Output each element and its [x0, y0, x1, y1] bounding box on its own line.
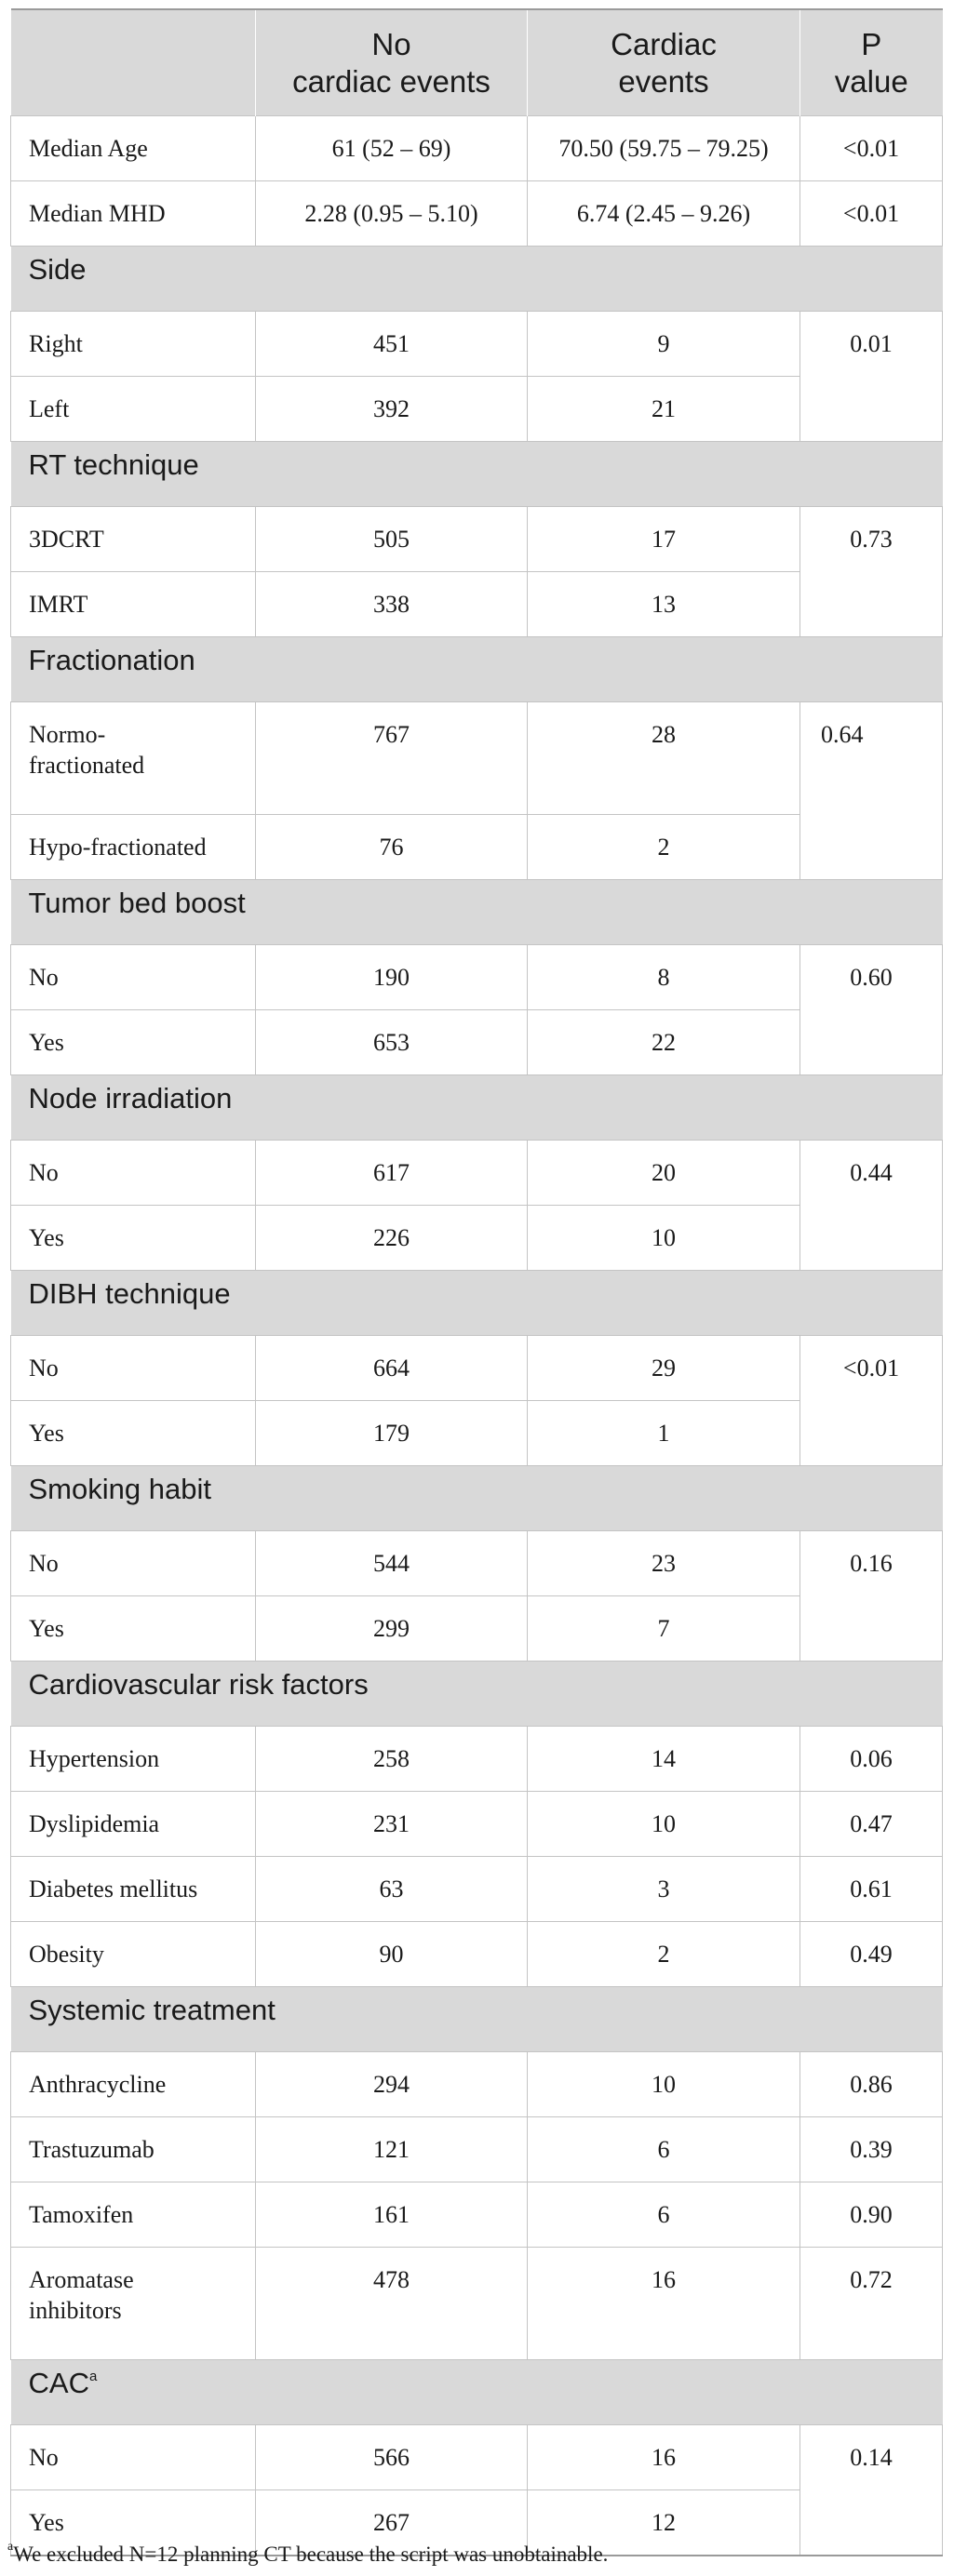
table-row: [11, 945, 943, 1010]
cell-events: 28: [528, 702, 800, 815]
cell-p-value: 0.44: [800, 1141, 943, 1271]
row-label: Yes: [11, 1401, 256, 1466]
row-label: Yes: [11, 1206, 256, 1271]
row-label-line: inhibitors: [29, 2297, 122, 2324]
row-label: No: [11, 945, 256, 1010]
row-label: Dyslipidemia: [11, 1792, 256, 1857]
cell-p-value: 0.16: [800, 1531, 943, 1662]
header-row: [11, 9, 943, 116]
cell-no-events: 267: [256, 2490, 528, 2556]
cell-events: 21: [528, 377, 800, 442]
row-label: Hypertension: [11, 1727, 256, 1792]
section-header-cac: [11, 2360, 943, 2425]
row-label: No: [11, 2425, 256, 2490]
cell-no-events: 121: [256, 2117, 528, 2182]
row-label: No: [11, 1141, 256, 1206]
section-header-fractionation: [11, 637, 943, 702]
header-text: No: [371, 26, 411, 61]
row-label: [11, 2248, 256, 2360]
cell-events: 2: [528, 815, 800, 880]
table-row: [11, 1792, 943, 1857]
cell-no-events: 90: [256, 1922, 528, 1987]
cell-events: 3: [528, 1857, 800, 1922]
cell-events: 9: [528, 312, 800, 377]
cell-p-value: 0.01: [800, 312, 943, 442]
table-row: [11, 2425, 943, 2490]
section-title: Systemic treatment: [11, 1987, 943, 2052]
cell-events: 2: [528, 1922, 800, 1987]
table-footnote: [7, 2540, 609, 2567]
cell-events: 16: [528, 2425, 800, 2490]
row-label-line: Aromatase: [29, 2266, 134, 2293]
cell-no-events: 258: [256, 1727, 528, 1792]
section-header-cardiovascular-risk-factors: [11, 1662, 943, 1727]
table-row: [11, 2052, 943, 2117]
table-row: [11, 1857, 943, 1922]
cell-p-value: 0.72: [800, 2248, 943, 2360]
row-label: Anthracycline: [11, 2052, 256, 2117]
table-row: [11, 2182, 943, 2248]
section-header-tumor-bed-boost: [11, 880, 943, 945]
row-label: Tamoxifen: [11, 2182, 256, 2248]
table-row: [11, 1141, 943, 1206]
section-title: Node irradiation: [11, 1075, 943, 1141]
row-label: Diabetes mellitus: [11, 1857, 256, 1922]
header-text: P: [861, 26, 882, 61]
row-label: Obesity: [11, 1922, 256, 1987]
cell-no-events: 63: [256, 1857, 528, 1922]
cell-events: 22: [528, 1010, 800, 1075]
cell-events: 6: [528, 2182, 800, 2248]
cell-no-events: 392: [256, 377, 528, 442]
section-title: Cardiovascular risk factors: [11, 1662, 943, 1727]
cell-no-events: 544: [256, 1531, 528, 1596]
row-label-line: Normo-: [29, 721, 106, 748]
cell-p-value: 0.06: [800, 1727, 943, 1792]
table-row: [11, 2248, 943, 2360]
row-label: Yes: [11, 1596, 256, 1662]
row-label: No: [11, 1336, 256, 1401]
section-header-smoking-habit: [11, 1466, 943, 1531]
cell-no-events: 617: [256, 1141, 528, 1206]
header-no-cardiac-events: [256, 9, 528, 116]
cell-events: 12: [528, 2490, 800, 2556]
cell-p-value: 0.60: [800, 945, 943, 1075]
footnote-text: We excluded N=12 planning CT because the script was unobtainable.: [13, 2543, 609, 2566]
cell-no-events: 226: [256, 1206, 528, 1271]
cell-no-events: 231: [256, 1792, 528, 1857]
cell-events: 29: [528, 1336, 800, 1401]
header-text: cardiac events: [292, 63, 490, 99]
table-row: [11, 2117, 943, 2182]
cell-no-events: 76: [256, 815, 528, 880]
cell-no-events: 653: [256, 1010, 528, 1075]
cell-p-value: 0.64: [800, 702, 943, 880]
cardiac-events-table: [10, 8, 943, 2556]
cell-events: 8: [528, 945, 800, 1010]
cell-no-events: 478: [256, 2248, 528, 2360]
row-label: 3DCRT: [11, 507, 256, 572]
section-header-node-irradiation: [11, 1075, 943, 1141]
cell-events: 1: [528, 1401, 800, 1466]
cell-p-value: 0.14: [800, 2425, 943, 2556]
cell-no-events: 2.28 (0.95 – 5.10): [256, 181, 528, 247]
section-title: Fractionation: [11, 637, 943, 702]
row-label: [11, 702, 256, 815]
header-label: [11, 9, 256, 116]
cell-no-events: 767: [256, 702, 528, 815]
cell-events: 10: [528, 2052, 800, 2117]
cell-events: 23: [528, 1531, 800, 1596]
cell-p-value: <0.01: [800, 116, 943, 181]
section-header-side: [11, 247, 943, 312]
cell-p-value: <0.01: [800, 181, 943, 247]
row-label: Right: [11, 312, 256, 377]
table-row: [11, 181, 943, 247]
cell-no-events: 505: [256, 507, 528, 572]
row-label-line: fractionated: [29, 752, 145, 779]
footnote-marker: a: [88, 2368, 98, 2384]
cell-p-value: 0.61: [800, 1857, 943, 1922]
cell-no-events: 299: [256, 1596, 528, 1662]
section-header-rt-technique: [11, 442, 943, 507]
row-label: Yes: [11, 2490, 256, 2556]
cell-events: 70.50 (59.75 – 79.25): [528, 116, 800, 181]
section-title: RT technique: [11, 442, 943, 507]
cell-no-events: 664: [256, 1336, 528, 1401]
cell-events: 17: [528, 507, 800, 572]
footnote-marker: a: [7, 2540, 14, 2555]
cell-no-events: 190: [256, 945, 528, 1010]
cell-p-value: 0.49: [800, 1922, 943, 1987]
cell-p-value: 0.47: [800, 1792, 943, 1857]
row-label: Median Age: [11, 116, 256, 181]
cell-p-value: <0.01: [800, 1336, 943, 1466]
cell-no-events: 179: [256, 1401, 528, 1466]
cell-events: 10: [528, 1206, 800, 1271]
cell-p-value: 0.39: [800, 2117, 943, 2182]
row-label: No: [11, 1531, 256, 1596]
table-row: [11, 1336, 943, 1401]
cell-p-value: 0.90: [800, 2182, 943, 2248]
row-label: Hypo-fractionated: [11, 815, 256, 880]
cell-no-events: 61 (52 – 69): [256, 116, 528, 181]
table-row: [11, 312, 943, 377]
section-title: DIBH technique: [11, 1271, 943, 1336]
section-title: Smoking habit: [11, 1466, 943, 1531]
cell-no-events: 338: [256, 572, 528, 637]
cell-no-events: 451: [256, 312, 528, 377]
row-label: Trastuzumab: [11, 2117, 256, 2182]
header-p-value: [800, 9, 943, 116]
table-row: [11, 1922, 943, 1987]
cell-no-events: 161: [256, 2182, 528, 2248]
header-cardiac-events: [528, 9, 800, 116]
cell-events: 20: [528, 1141, 800, 1206]
section-title-cell: [11, 2360, 943, 2425]
cell-events: 6: [528, 2117, 800, 2182]
row-label: Left: [11, 377, 256, 442]
cell-events: 16: [528, 2248, 800, 2360]
row-label: Yes: [11, 1010, 256, 1075]
section-title: Side: [11, 247, 943, 312]
cell-events: 13: [528, 572, 800, 637]
section-title: CAC: [28, 2367, 89, 2399]
row-label: IMRT: [11, 572, 256, 637]
section-header-dibh-technique: [11, 1271, 943, 1336]
cell-events: 7: [528, 1596, 800, 1662]
table-row: [11, 116, 943, 181]
section-title: Tumor bed boost: [11, 880, 943, 945]
cell-events: 14: [528, 1727, 800, 1792]
row-label: Median MHD: [11, 181, 256, 247]
table-row: [11, 702, 943, 815]
header-text: events: [618, 63, 709, 99]
cell-events: 6.74 (2.45 – 9.26): [528, 181, 800, 247]
table-row: [11, 507, 943, 572]
header-text: value: [834, 63, 908, 99]
cell-no-events: 566: [256, 2425, 528, 2490]
table-row: [11, 1531, 943, 1596]
cell-no-events: 294: [256, 2052, 528, 2117]
section-header-systemic-treatment: [11, 1987, 943, 2052]
table-row: [11, 1727, 943, 1792]
cell-events: 10: [528, 1792, 800, 1857]
cell-p-value: 0.86: [800, 2052, 943, 2117]
cell-p-value: 0.73: [800, 507, 943, 637]
header-text: Cardiac: [611, 26, 717, 61]
